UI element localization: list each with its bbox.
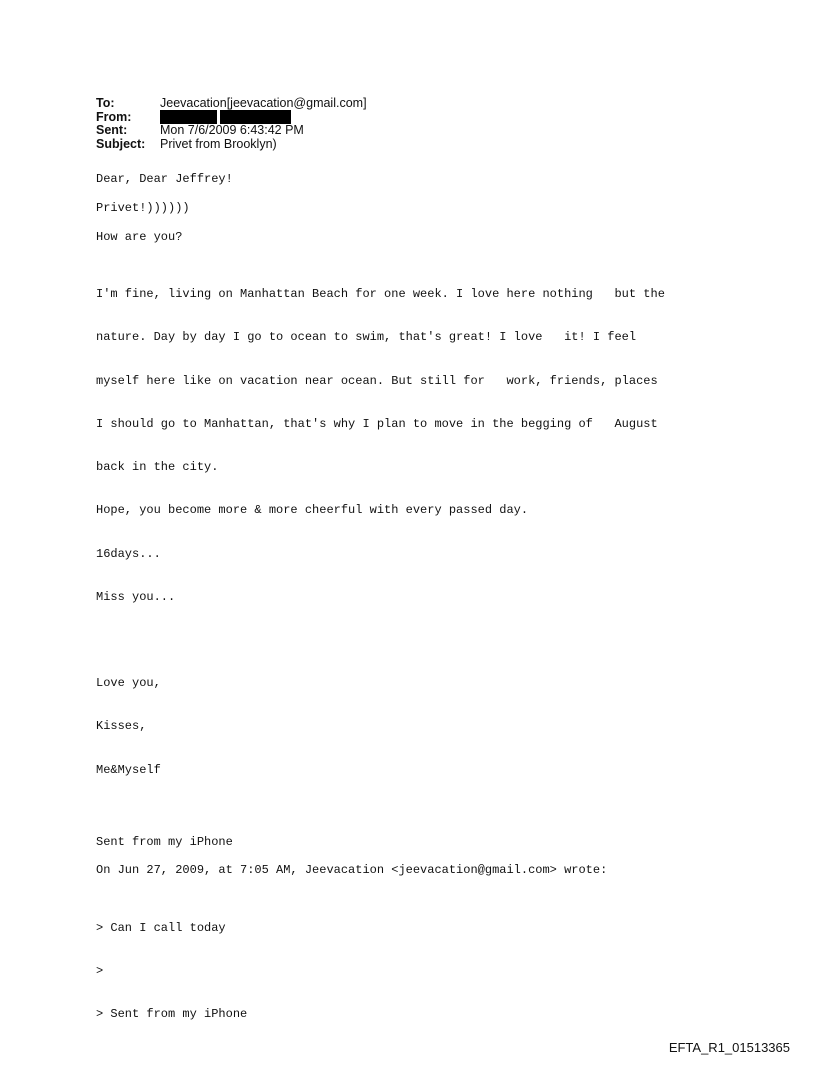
email-body bbox=[96, 172, 736, 1065]
signoff bbox=[96, 647, 736, 805]
how-are-you-line: How are you? bbox=[96, 229, 183, 244]
main-paragraph bbox=[96, 258, 736, 633]
body-line: back in the city. bbox=[96, 460, 219, 475]
from-label: From: bbox=[96, 109, 132, 124]
signoff-line: Kisses, bbox=[96, 719, 147, 734]
sent-value: Mon 7/6/2009 6:43:42 PM bbox=[160, 123, 304, 137]
signoff-line: Me&Myself bbox=[96, 762, 161, 777]
privet-line: Privet!)))))) bbox=[96, 200, 190, 215]
signoff-line: Love you, bbox=[96, 676, 161, 691]
body-line: I'm fine, living on Manhattan Beach for one week. I love here nothing but the bbox=[96, 287, 665, 302]
quoted-message bbox=[96, 892, 736, 1050]
to-value: Jeevacation[jeevacation@gmail.com] bbox=[160, 96, 367, 110]
quoted-line: > bbox=[96, 964, 104, 979]
subject-row bbox=[96, 138, 367, 152]
body-line: Hope, you become more & more cheerful with every passed day. bbox=[96, 503, 529, 518]
sent-from-line: Sent from my iPhone bbox=[96, 834, 233, 849]
to-row bbox=[96, 97, 367, 111]
body-line: nature. Day by day I go to ocean to swim, that's great! I love it! I feel bbox=[96, 330, 637, 345]
to-label: To: bbox=[96, 96, 115, 110]
quote-intro: On Jun 27, 2009, at 7:05 AM, Jeevacation <jeevacation@gmail.com> wrote: bbox=[96, 863, 608, 878]
from-row bbox=[96, 111, 367, 125]
quoted-line: > Can I call today bbox=[96, 921, 226, 936]
sent-label: Sent: bbox=[96, 123, 128, 137]
document-id: EFTA_R1_01513365 bbox=[668, 1040, 790, 1055]
sent-row bbox=[96, 124, 367, 138]
body-line: Miss you... bbox=[96, 589, 176, 604]
email-header bbox=[96, 97, 367, 151]
quoted-line: > Sent from my iPhone bbox=[96, 1007, 248, 1022]
body-line: myself here like on vacation near ocean. But still for work, friends, places bbox=[96, 373, 658, 388]
body-line: I should go to Manhattan, that's why I plan to move in the begging of August bbox=[96, 416, 658, 431]
body-line: 16days... bbox=[96, 546, 161, 561]
greeting: Dear, Dear Jeffrey! bbox=[96, 172, 233, 186]
subject-label: Subject: bbox=[96, 136, 146, 151]
subject-value: Privet from Brooklyn) bbox=[160, 136, 277, 151]
